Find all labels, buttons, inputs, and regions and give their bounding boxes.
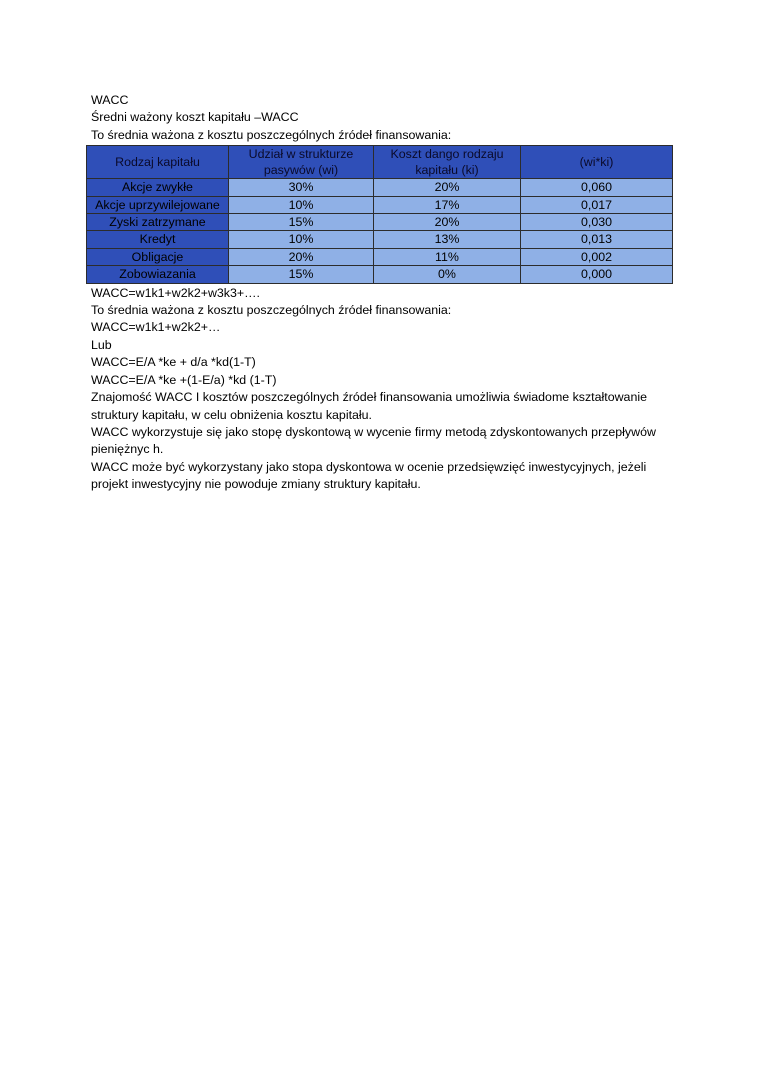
- cell-cost: 11%: [374, 248, 521, 265]
- or-line: Lub: [91, 337, 112, 352]
- cell-share: 15%: [229, 214, 374, 231]
- document-page: [91, 92, 691, 494]
- cell-cost: 20%: [374, 179, 521, 196]
- paragraph-investment: WACC może być wykorzystany jako stopa dyskontowa w ocenie przedsięwzięć inwestycyjnych, jeżeli projekt inwestycyjny nie powoduje zmiany struktury kapitału.: [91, 459, 647, 492]
- header-share: Udział w strukturze pasywów (wi): [229, 146, 374, 179]
- cell-cost: 17%: [374, 196, 521, 213]
- cell-share: 10%: [229, 196, 374, 213]
- cell-cost: 20%: [374, 214, 521, 231]
- cell-weighted: 0,060: [521, 179, 673, 196]
- cell-weighted: 0,017: [521, 196, 673, 213]
- cell-share: 30%: [229, 179, 374, 196]
- cell-capital-type: Kredyt: [87, 231, 229, 248]
- cell-weighted: 0,000: [521, 266, 673, 283]
- paragraph-valuation: WACC wykorzystuje się jako stopę dyskontową w wycenie firmy metodą zdyskontowanych przepływów pieniężnyc h.: [91, 424, 656, 457]
- cell-weighted: 0,002: [521, 248, 673, 265]
- table-row: [87, 214, 673, 231]
- table-row: [87, 248, 673, 265]
- wacc-table: [86, 145, 673, 283]
- table-header-row: [87, 146, 673, 179]
- cell-weighted: 0,030: [521, 214, 673, 231]
- cell-cost: 0%: [374, 266, 521, 283]
- intro-text: To średnia ważona z kosztu poszczególnych źródeł finansowania:: [91, 127, 452, 142]
- cell-share: 10%: [229, 231, 374, 248]
- formula-line: WACC=w1k1+w2k2+…: [91, 320, 221, 335]
- table-row: [87, 179, 673, 196]
- header-weighted: (wi*ki): [521, 146, 673, 179]
- table-row: [87, 196, 673, 213]
- cell-capital-type: Zobowiazania: [87, 266, 229, 283]
- header-capital-type: Rodzaj kapitału: [87, 146, 229, 179]
- cell-capital-type: Obligacje: [87, 248, 229, 265]
- cell-capital-type: Zyski zatrzymane: [87, 214, 229, 231]
- formula-line: WACC=E/A *ke +(1-E/a) *kd (1-T): [91, 372, 277, 387]
- subtitle-definition: Średni ważony koszt kapitału –WACC: [91, 110, 299, 125]
- cell-share: 20%: [229, 248, 374, 265]
- formula-line: WACC=w1k1+w2k2+w3k3+….: [91, 285, 260, 300]
- cell-cost: 13%: [374, 231, 521, 248]
- cell-capital-type: Akcje zwykłe: [87, 179, 229, 196]
- formula-line: WACC=E/A *ke + d/a *kd(1-T): [91, 355, 256, 370]
- heading-wacc: WACC: [91, 93, 129, 107]
- definition-line: To średnia ważona z kosztu poszczególnych źródeł finansowania:: [91, 303, 452, 318]
- table-row: [87, 231, 673, 248]
- paragraph-knowledge: Znajomość WACC I kosztów poszczególnych źródeł finansowania umożliwia świadome kształtowanie struktury kapitału, w celu obniżenia kosztu kapitału.: [91, 390, 647, 422]
- header-cost: Koszt dango rodzaju kapitału (ki): [374, 146, 521, 179]
- cell-weighted: 0,013: [521, 231, 673, 248]
- cell-share: 15%: [229, 266, 374, 283]
- table-row: [87, 266, 673, 283]
- cell-capital-type: Akcje uprzywilejowane: [87, 196, 229, 213]
